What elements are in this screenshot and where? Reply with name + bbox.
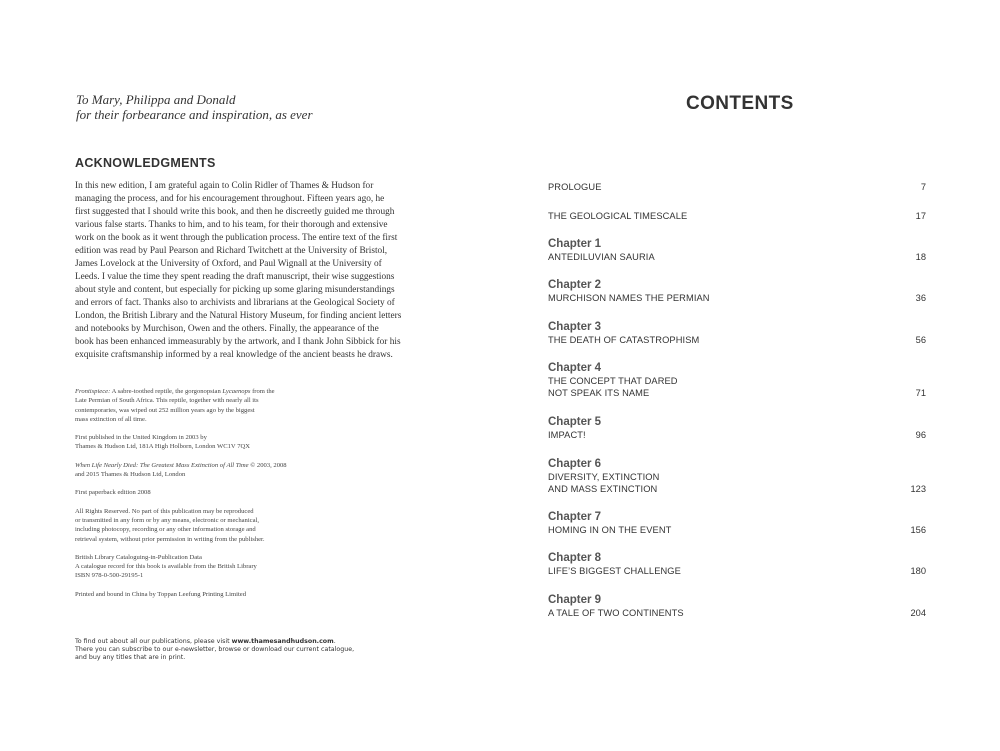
rights-line: retrieval system, without prior permission in writing from the publisher.	[75, 535, 265, 543]
toc-chapter-label: Chapter 6	[548, 458, 602, 470]
toc-entry-title: IMPACT!	[548, 430, 586, 440]
toc-entry-title: AND MASS EXTINCTION	[548, 484, 658, 494]
ack-line: first suggested that I should write this book, and then he discreetly guided me through	[75, 207, 395, 217]
acknowledgments-heading: ACKNOWLEDGMENTS	[75, 156, 216, 170]
imprint-block	[75, 387, 375, 599]
toc-entry-page: 204	[910, 608, 926, 618]
toc-chapter-label: Chapter 4	[548, 362, 602, 374]
frontispiece-line: contemporaries, was wiped out 252 million years ago by the biggest	[75, 406, 255, 414]
rights-line: All Rights Reserved. No part of this publication may be reproduced	[75, 507, 254, 515]
toc-entry-chapter-5	[548, 415, 926, 441]
toc-entry-page: 7	[920, 182, 926, 192]
copyright-line: and 2015 Thames & Hudson Ltd, London	[75, 471, 186, 479]
toc-entry-chapter-3	[548, 320, 926, 346]
toc-entry-chapter-7	[548, 510, 926, 536]
genus-name: Lycaenops	[222, 388, 251, 395]
ack-line: and errors of fact. Thanks also to archivists and librarians at the Geological Society of	[75, 298, 395, 308]
toc-entry-chapter-1	[548, 237, 926, 263]
toc-chapter-label: Chapter 3	[548, 321, 602, 333]
copyright-line: When Life Nearly Died: The Greatest Mass Extinction of All Time © 2003, 2008	[75, 461, 287, 469]
dedication-line: for their forbearance and inspiration, as ever	[76, 107, 313, 122]
ack-line: In this new edition, I am grateful again to Colin Ridler of Thames & Hudson for	[75, 181, 374, 191]
frontispiece-line: Late Permian of South Africa. This reptile, together with nearly all its	[75, 397, 259, 405]
toc-entry-page: 96	[915, 430, 926, 440]
ack-line: and notebooks by Murchison, Owen and the others. Finally, the appearance of the	[75, 324, 379, 334]
ack-line: managing the process, and for his encouragement throughout. Fifteen years ago, he	[75, 194, 385, 204]
toc-entry-title: HOMING IN ON THE EVENT	[548, 525, 672, 535]
publisher-line: First published in the United Kingdom in 2003 by	[75, 434, 207, 442]
toc-entry-page: 17	[915, 211, 926, 221]
ack-line: James Lovelock at the University of Oxford, and Paul Wignall at the University of	[75, 259, 382, 269]
toc-entry-title: DIVERSITY, EXTINCTION	[548, 472, 660, 482]
toc-entry-chapter-4	[548, 361, 926, 399]
toc-entry-chapter-8	[548, 551, 926, 577]
footer-note	[75, 638, 405, 663]
toc-entry-title: THE GEOLOGICAL TIMESCALE	[548, 211, 688, 221]
ack-line: Leeds. I value the time they spent reading the draft manuscript, their wise suggestions	[75, 272, 395, 282]
toc-entry-title: ANTEDILUVIAN SAURIA	[548, 252, 655, 262]
toc-entry-page: 156	[910, 525, 926, 535]
cataloguing-line: A catalogue record for this book is available from the British Library	[75, 563, 257, 571]
frontispiece-line: Frontispiece: A sabre-toothed reptile, the gorgonopsian Lycaenops from the	[75, 388, 275, 395]
paperback-edition: First paperback edition 2008	[75, 489, 151, 497]
toc-entry-title: MURCHISON NAMES THE PERMIAN	[548, 293, 710, 303]
frontispiece-label: Frontispiece:	[75, 388, 111, 395]
dedication-line: To Mary, Philippa and Donald	[76, 92, 236, 107]
rights-line: or transmitted in any form or by any means, electronic or mechanical,	[75, 516, 260, 524]
toc-chapter-label: Chapter 2	[548, 279, 602, 291]
toc-entry-page: 56	[915, 335, 926, 345]
toc-entry-page: 123	[910, 484, 926, 494]
toc-entry-title: A TALE OF TWO CONTINENTS	[548, 608, 684, 618]
footer-line: and buy any titles that are in print.	[75, 654, 186, 662]
right-page	[500, 0, 1000, 751]
toc-entry-page: 18	[915, 252, 926, 262]
isbn: ISBN 978-0-500-29195-1	[75, 572, 144, 580]
book-title: When Life Nearly Died: The Greatest Mass Extinction of All Time	[75, 461, 249, 469]
toc-entry-page: 71	[915, 388, 926, 398]
footer-line: There you can subscribe to our e-newsletter, browse or download our current catalogue,	[75, 646, 355, 654]
contents-title: CONTENTS	[686, 93, 794, 114]
publisher-line: Thames & Hudson Ltd, 181A High Holborn, London WC1V 7QX	[75, 443, 251, 451]
printed-line: Printed and bound in China by Toppan Leefung Printing Limited	[75, 590, 247, 598]
ack-line: about style and content, but especially for picking up some glaring misunderstandings	[75, 285, 395, 295]
ack-line: book has been enhanced immeasurably by the artwork, and I thank John Sibbick for his	[75, 337, 401, 347]
toc-entry-chapter-2	[548, 278, 926, 304]
ack-line: edition was read by Paul Pearson and Richard Twitchett at the University of Bristol,	[75, 246, 388, 256]
toc-entry-title: PROLOGUE	[548, 182, 602, 192]
ack-line: exquisite craftsmanship informed by a real knowledge of the ancient beasts he draws.	[75, 350, 393, 360]
frontispiece-line: mass extinction of all time.	[75, 415, 147, 423]
ack-line: work on the book as it went through the publication process. The entire text of the first	[75, 233, 398, 243]
rights-line: including photocopy, recording or any other information storage and	[75, 526, 256, 534]
toc-entry-title: THE CONCEPT THAT DARED	[548, 376, 678, 386]
toc-chapter-label: Chapter 8	[548, 552, 602, 564]
toc-entry-page: 180	[910, 566, 926, 576]
toc-entry-timescale	[548, 210, 926, 222]
publisher-url: www.thamesandhudson.com	[231, 638, 334, 645]
ack-line: various false starts. Thanks to him, and to his team, for their thorough and extensive	[75, 220, 388, 230]
acknowledgments-body	[75, 180, 420, 362]
toc-chapter-label: Chapter 1	[548, 238, 602, 250]
toc-chapter-label: Chapter 7	[548, 511, 602, 523]
toc-entry-chapter-6	[548, 457, 926, 495]
toc-entry-title: THE DEATH OF CATASTROPHISM	[548, 335, 700, 345]
cataloguing-line: British Library Cataloguing-in-Publication Data	[75, 553, 202, 561]
toc-entry-page: 36	[915, 293, 926, 303]
toc-entry-chapter-9	[548, 593, 926, 619]
footer-line: To find out about all our publications, please visit www.thamesandhudson.com.	[75, 638, 336, 645]
ack-line: London, the British Library and the Natural History Museum, for finding ancient letters	[75, 311, 402, 321]
toc-chapter-label: Chapter 5	[548, 416, 602, 428]
toc-entry-title: LIFE’S BIGGEST CHALLENGE	[548, 566, 681, 576]
toc-entry-prologue	[548, 181, 926, 193]
dedication	[76, 92, 406, 122]
toc-entry-title: NOT SPEAK ITS NAME	[548, 388, 650, 398]
toc-chapter-label: Chapter 9	[548, 594, 602, 606]
